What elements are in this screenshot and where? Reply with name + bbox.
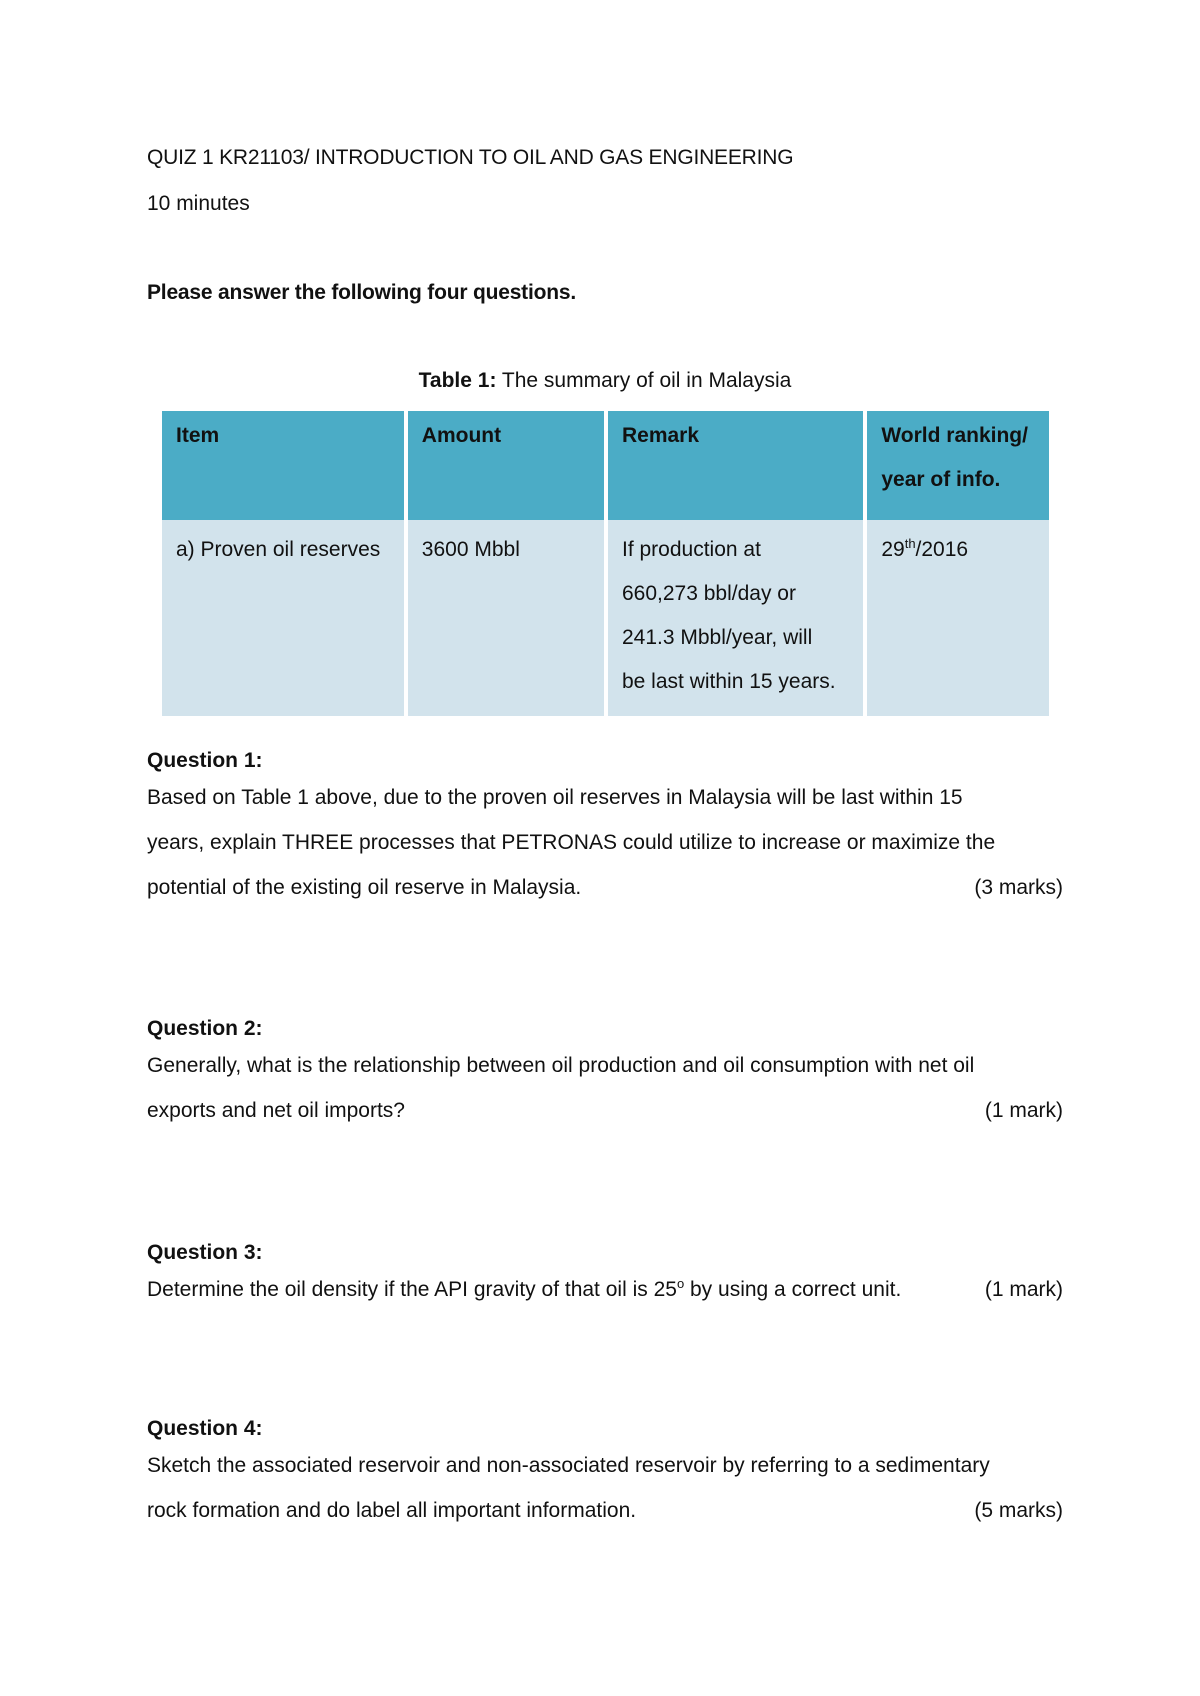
ranking-suffix: th	[904, 536, 916, 551]
cell-item-text: a) Proven oil reserves	[176, 538, 381, 561]
header-world-ranking-line2: year of info.	[881, 468, 1001, 491]
ranking-number: 29	[881, 538, 905, 561]
question-2-heading: Question 2:	[147, 1017, 263, 1040]
header-amount: Amount	[408, 411, 604, 520]
header-world-ranking	[867, 411, 1049, 520]
question-1-heading: Question 1:	[147, 749, 263, 772]
header-item: Item	[162, 411, 404, 520]
quiz-title: QUIZ 1 KR21103/ INTRODUCTION TO OIL AND GAS ENGINEERING	[147, 146, 794, 169]
question-3-marks: (1 mark)	[984, 1278, 1063, 1301]
cell-item	[162, 520, 404, 716]
question-4-body	[147, 1443, 1063, 1533]
question-4	[147, 1417, 1063, 1533]
remark-line: be last within 15 years.	[621, 670, 836, 693]
question-3-body	[147, 1267, 1063, 1312]
question-2-line: Generally, what is the relationship between oil production and oil consumption with net oil	[147, 1054, 975, 1077]
question-1-body	[147, 775, 1063, 910]
remark-line: 241.3 Mbbl/year, will	[621, 626, 813, 649]
question-2	[147, 1017, 1063, 1133]
question-1-line: years, explain THREE processes that PETRONAS could utilize to increase or maximize the	[147, 831, 996, 854]
question-4-last-line	[147, 1488, 1063, 1533]
table-row	[162, 520, 1049, 716]
question-4-marks: (5 marks)	[974, 1499, 1063, 1522]
question-3-text-after: by using a correct unit.	[684, 1278, 902, 1301]
table-caption-label: Table 1:	[418, 369, 497, 392]
quiz-instruction: Please answer the following four questions.	[147, 281, 576, 304]
table-caption-text: The summary of oil in Malaysia	[496, 369, 792, 392]
question-3	[147, 1241, 1063, 1312]
remark-line: 660,273 bbl/day or	[621, 582, 796, 605]
question-4-line: rock formation and do label all important information.	[147, 1499, 637, 1522]
question-1-last-line	[147, 865, 1063, 910]
question-1-line: potential of the existing oil reserve in Malaysia.	[147, 876, 582, 899]
question-1-line: Based on Table 1 above, due to the proven oil reserves in Malaysia will be last within 15	[147, 786, 963, 809]
question-1-marks: (3 marks)	[974, 876, 1063, 899]
question-3-line	[147, 1267, 1063, 1312]
question-4-line: Sketch the associated reservoir and non-associated reservoir by referring to a sedimentary	[147, 1454, 990, 1477]
question-1	[147, 749, 1063, 910]
table-header-row	[162, 411, 1049, 520]
question-4-heading: Question 4:	[147, 1417, 263, 1440]
cell-remark	[608, 520, 863, 716]
question-3-text-before: Determine the oil density if the API gravity of that oil is 25	[147, 1278, 677, 1301]
oil-summary-table	[158, 411, 1053, 716]
question-2-last-line	[147, 1088, 1063, 1133]
ranking-year: /2016	[915, 538, 969, 561]
header-world-ranking-line1: World ranking/	[881, 424, 1028, 447]
header-remark: Remark	[608, 411, 863, 520]
question-2-line: exports and net oil imports?	[147, 1099, 405, 1122]
quiz-duration: 10 minutes	[147, 192, 250, 215]
degree-symbol: o	[676, 1276, 685, 1291]
cell-amount: 3600 Mbbl	[408, 520, 604, 716]
remark-line: If production at	[621, 538, 761, 561]
cell-world-ranking	[867, 520, 1049, 716]
question-3-heading: Question 3:	[147, 1241, 263, 1264]
question-2-body	[147, 1043, 1063, 1133]
table-caption	[147, 369, 1063, 393]
question-2-marks: (1 mark)	[984, 1099, 1063, 1122]
